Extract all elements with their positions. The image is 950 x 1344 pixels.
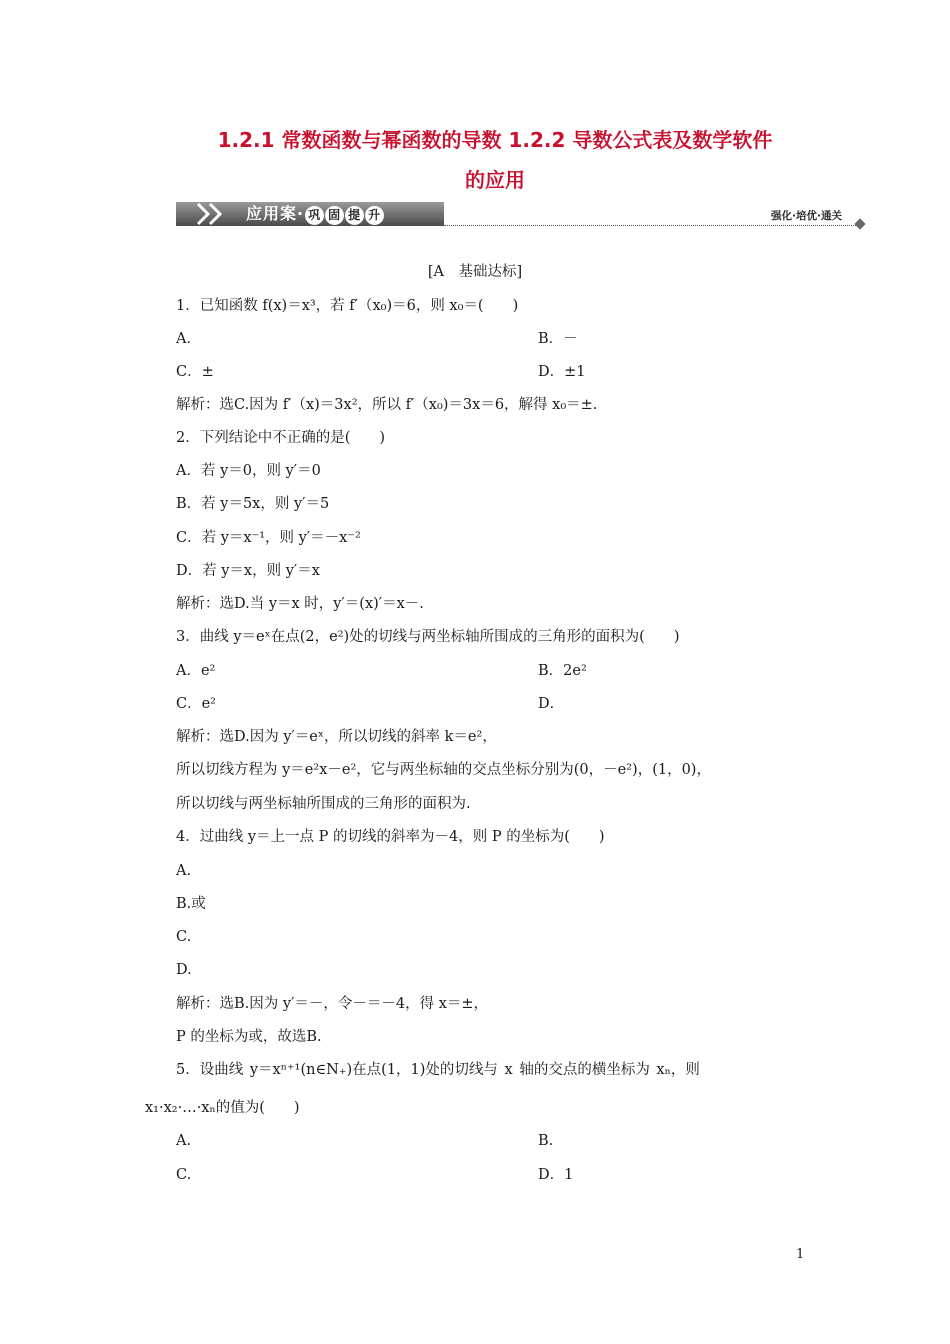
banner-char: 固 xyxy=(325,206,344,225)
question-1-solution: 解析：选C.因为 f′（x)＝3x²，所以 f′（x₀)＝3x＝6，解得 x₀＝±. xyxy=(176,397,598,413)
question-2-option-b: B．若 y＝5x，则 y′＝5 xyxy=(176,496,330,512)
question-4-option-b: B.或 xyxy=(176,896,206,912)
question-2-option-a: A．若 y＝0，则 y′＝0 xyxy=(176,463,321,479)
question-3-option-d: D． xyxy=(538,696,565,712)
diamond-icon xyxy=(854,218,865,229)
question-2: 2．下列结论中不正确的是( ) xyxy=(176,430,386,446)
question-1: 1．已知函数 f(x)＝x³，若 f′（x₀)＝6，则 x₀＝( ) xyxy=(176,298,519,314)
question-4-solution-2: P 的坐标为或，故选B. xyxy=(176,1029,322,1045)
title-line-2: 的应用 xyxy=(465,168,525,192)
question-5-option-c: C. xyxy=(176,1167,192,1183)
question-2-option-d: D．若 y＝x，则 y′＝x xyxy=(176,563,320,579)
section-banner xyxy=(176,198,870,232)
question-2-solution: 解析：选D.当 y＝x 时，y′＝(x)′＝x－. xyxy=(176,596,424,612)
question-5-cont: x₁·x₂·…·xₙ的值为( ) xyxy=(145,1100,300,1116)
section-heading: [A 基础达标] xyxy=(427,264,523,280)
question-3-option-b: B．2e² xyxy=(538,663,587,679)
question-2-option-c: C．若 y＝x⁻¹，则 y′＝－x⁻² xyxy=(176,530,361,546)
question-1-option-d: D．±1 xyxy=(538,364,586,380)
question-3-solution-3: 所以切线与两坐标轴所围成的三角形的面积为. xyxy=(176,796,471,812)
banner-label: 应用案· 巩 固 提 升 xyxy=(246,202,384,226)
question-4: 4．过曲线 y＝上一点 P 的切线的斜率为－4，则 P 的坐标为( ) xyxy=(176,829,605,845)
question-3-option-a: A．e² xyxy=(176,663,216,679)
question-4-option-c: C. xyxy=(176,929,192,945)
question-5-option-b: B. xyxy=(538,1133,554,1149)
question-5-option-d: D．1 xyxy=(538,1167,574,1183)
question-5: 5．设曲线 y＝xⁿ⁺¹(n∈N₊)在点(1，1)处的切线与 x 轴的交点的横坐标为 xₙ，则 xyxy=(176,1062,700,1078)
page-number: 1 xyxy=(796,1247,805,1262)
question-3-solution-1: 解析：选D.因为 y′＝eˣ，所以切线的斜率 k＝e²， xyxy=(176,729,497,745)
banner-char: 提 xyxy=(345,206,364,225)
banner-tagline: 强化·培优·通关 xyxy=(771,210,842,222)
question-1-option-b: B．－ xyxy=(538,331,578,347)
question-1-option-a: A． xyxy=(176,331,201,347)
question-4-option-d: D. xyxy=(176,962,192,978)
question-3-solution-2: 所以切线方程为 y＝e²x－e²，它与两坐标轴的交点坐标分别为(0，－e²)，(1，0)， xyxy=(176,762,711,778)
double-chevron-icon xyxy=(194,202,234,226)
title-line-1: 1.2.1 常数函数与幂函数的导数 1.2.2 导数公式表及数学软件 xyxy=(217,128,773,152)
question-3-option-c: C．e² xyxy=(176,696,216,712)
document-title xyxy=(120,120,870,200)
question-4-option-a: A. xyxy=(176,863,192,879)
question-5-option-a: A. xyxy=(176,1133,192,1149)
question-1-option-c: C．± xyxy=(176,364,214,380)
banner-char: 巩 xyxy=(305,206,324,225)
question-4-solution-1: 解析：选B.因为 y′＝－，令－＝－4，得 x＝±， xyxy=(176,996,489,1012)
banner-char: 升 xyxy=(365,206,384,225)
question-3: 3．曲线 y＝eˣ在点(2，e²)处的切线与两坐标轴所围成的三角形的面积为( ) xyxy=(176,629,680,645)
banner-dotted-line xyxy=(444,225,856,226)
